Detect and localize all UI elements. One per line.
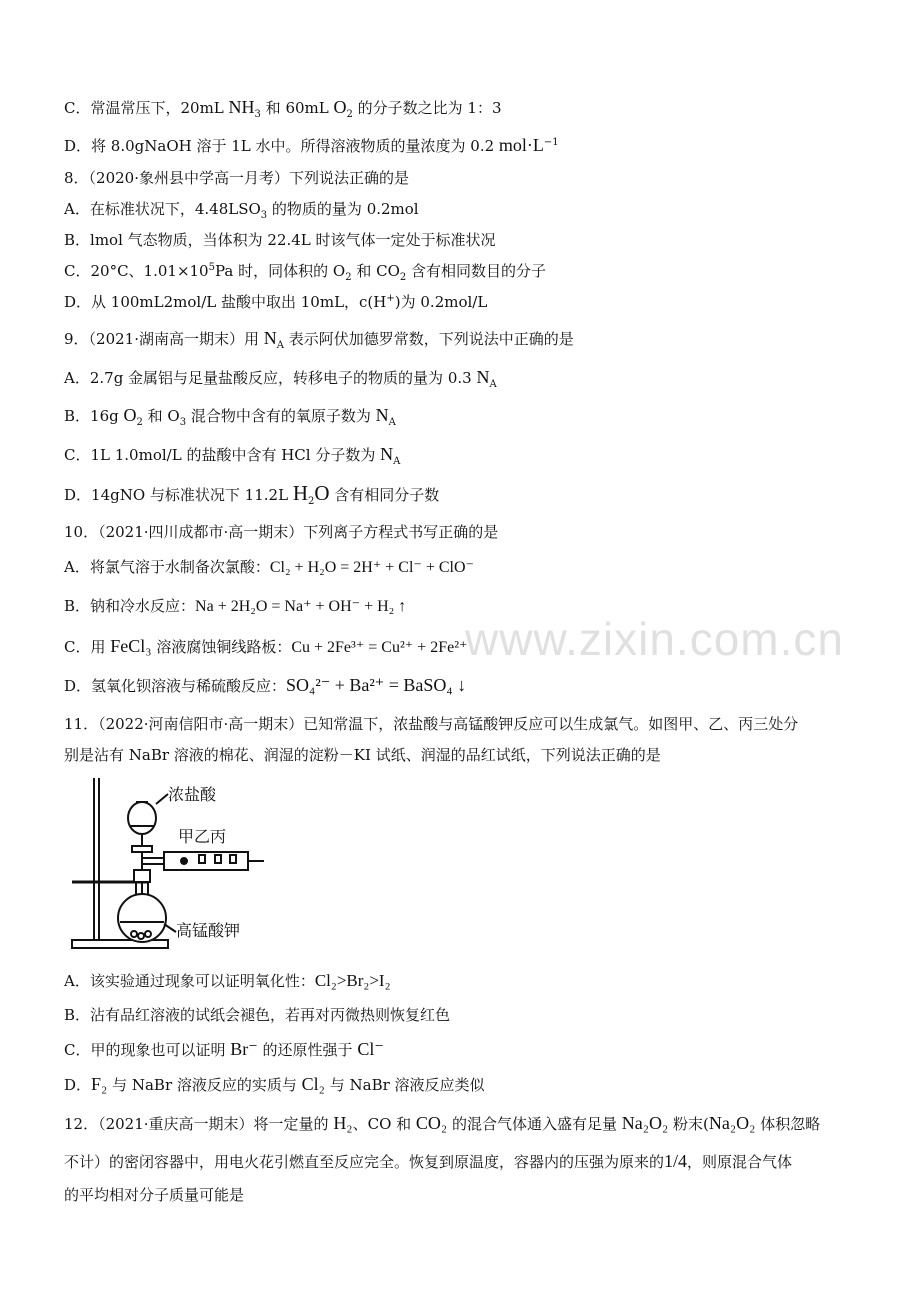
subscript: A (388, 417, 396, 428)
q9-stem-text: 9．（2021·湖南高一期末）用 (64, 330, 264, 348)
q8-c-mid2: 和 CO (351, 262, 400, 280)
q12-text-tail: 体积忽略 (755, 1115, 821, 1133)
q8-a-tail: 的物质的量为 0.2mol (267, 200, 419, 218)
subscript: 2 (346, 109, 353, 120)
q9-option-c (64, 443, 880, 466)
q11-d-text: D． (64, 1076, 92, 1094)
q9-d-text: D．14gNO 与标准状况下 11.2L (64, 486, 293, 504)
avogadro-symbol: N (263, 328, 277, 348)
o2-formula: O (123, 405, 137, 425)
q11-stem-line1: 11．（2022·河南信阳市·高一期末）已知常温下，浓盐酸与高锰酸钾反应可以生成氯气。如图甲、乙、丙三处分 (64, 715, 799, 733)
subscript: 2 (399, 272, 407, 283)
q9-c-text: C．1L 1.0mol/L 的盐酸中含有 HCl 分子数为 (64, 446, 381, 464)
subscript: 3 (179, 417, 187, 428)
q12-text-mid1: 、CO 和 (352, 1115, 416, 1133)
q11-option-d (64, 1073, 880, 1096)
subscript: 3 (260, 210, 268, 221)
subscript: 3 (254, 109, 261, 120)
q12-text: 12．（2021·重庆高一期末）将一定量的 (64, 1115, 334, 1133)
q10-option-a (64, 556, 880, 579)
q9-option-b (64, 404, 880, 427)
superscript: 5 (208, 262, 215, 273)
q11-c-mid: 的还原性强于 (257, 1041, 358, 1059)
q10-d-text: D．氢氧化钡溶液与稀硫酸反应： (64, 677, 287, 695)
q9-b-text: B．16g (64, 407, 124, 425)
pressure-fraction: 1/4 (664, 1151, 688, 1171)
q11-option-c (64, 1038, 880, 1061)
q9-stem (64, 327, 880, 350)
q8-option-d (64, 291, 880, 313)
ionic-equation: Cl₂ + H₂O = 2H⁺ + Cl⁻ + ClO⁻ (269, 559, 474, 576)
q11-option-b: B．沾有品红溶液的试纸会褪色，若再对丙微热则恢复红色 (64, 1006, 451, 1024)
q8-c-text: C．20°C、1.01×10 (64, 262, 209, 280)
q9-b-tail: 混合物中含有的氧原子数为 (186, 407, 376, 425)
q12-stem-line3: 的平均相对分子质量可能是 (64, 1186, 245, 1204)
q7-c-text-mid: 和 60mL (260, 99, 334, 117)
cl2-formula: Cl₂ (301, 1074, 325, 1094)
superscript: + (386, 293, 395, 304)
q9-d-tail: 含有相同分子数 (329, 486, 440, 504)
fecl3-formula: FeCl₃ (110, 636, 152, 656)
avogadro-symbol: N (476, 367, 490, 387)
q8-d-tail: )为 0.2mol/L (394, 293, 488, 311)
q11-d-tail: 与 NaBr 溶液反应类似 (324, 1076, 485, 1094)
q11-a-text: A．该实验通过现象可以证明氧化性： (64, 972, 315, 990)
q12-line2-tail: ，则原混合气体 (687, 1153, 793, 1171)
q8-d-text: D．从 100mL2mol/L 盐酸中取出 10mL，c(H (64, 293, 387, 311)
apparatus-drawing (68, 774, 268, 956)
q12-text-mid3: 粉末( (668, 1115, 709, 1133)
q11-option-a (64, 970, 880, 992)
subscript: A (393, 456, 401, 467)
ionic-equation: Cu + 2Fe³⁺ = Cu²⁺ + 2Fe²⁺ (291, 639, 468, 656)
label-kmno4: 高锰酸钾 (176, 921, 241, 940)
q12-text-mid2: 的混合气体通入盛有足量 (447, 1115, 622, 1133)
q8-option-b: B．lmol 气态物质，当体积为 22.4L 时该气体一定处于标准状况 (64, 231, 496, 249)
q12-line2-text: 不计）的密闭容器中，用电火花引燃直至反应完全。恢复到原温度，容器内的压强为原来的 (64, 1153, 665, 1171)
h2-formula: H₂ (333, 1113, 353, 1133)
q9-stem-tail: 表示阿伏加德罗常数，下列说法中正确的是 (284, 330, 574, 348)
q9-a-text: A．2.7g 金属铝与足量盐酸反应，转移电子的物质的量为 0.3 (64, 369, 477, 387)
unit-mol-per-liter: mol·L (498, 135, 544, 155)
q8-option-a (64, 198, 880, 220)
q10-c-text: C．用 (64, 638, 111, 656)
subscript: A (489, 379, 497, 390)
avogadro-symbol: N (380, 444, 394, 464)
nh3-formula: NH (228, 97, 255, 117)
q8-a-text: A．在标准状况下，4.48LSO (64, 200, 261, 218)
f2-formula: F₂ (91, 1074, 108, 1094)
q8-option-c (64, 260, 880, 282)
h2o-formula-o: O (314, 481, 330, 505)
q7-option-d (64, 134, 880, 157)
apparatus-figure (68, 774, 268, 956)
q9-b-mid: 和 O (142, 407, 180, 425)
q7-d-text: D．将 8.0gNaOH 溶于 1L 水中。所得溶液物质的量浓度为 0.2 (64, 137, 499, 155)
subscript: 2 (345, 272, 352, 283)
superscript: −1 (543, 137, 559, 148)
subscript: 2 (307, 496, 315, 507)
q10-stem: 10．（2021·四川成都市·高一期末）下列离子方程式书写正确的是 (64, 523, 499, 541)
q10-c-mid: 溶液腐蚀铜线路板： (151, 638, 292, 656)
watermark: www.zixin.com.cn (465, 613, 844, 665)
q7-c-text: C．常温常压下，20mL (64, 99, 229, 117)
q11-stem-line2: 别是沾有 NaBr 溶液的棉花、润湿的淀粉－KI 试纸、润湿的品红试纸，下列说法正确的是 (64, 746, 661, 764)
co2-formula: CO₂ (415, 1113, 448, 1133)
bromide-ion: Br⁻ (230, 1039, 258, 1059)
q8-stem: 8．（2020·象州县中学高一月考）下列说法正确的是 (64, 169, 409, 187)
q11-c-text: C．甲的现象也可以证明 (64, 1041, 231, 1059)
q10-option-d (64, 674, 880, 697)
q7-c-text-tail: 的分子数之比为 1：3 (352, 99, 502, 117)
label-concentrated-hcl: 浓盐酸 (168, 785, 217, 804)
q10-b-text: B．钠和冷水反应： (64, 597, 196, 615)
q12-stem-line1 (64, 1112, 880, 1135)
q9-option-d (64, 482, 880, 506)
q7-option-c (64, 96, 880, 119)
oxidizing-order: Cl₂>Br₂>I₂ (314, 971, 391, 990)
ionic-equation: SO₄²⁻ + Ba²⁺ = BaSO₄ ↓ (286, 675, 467, 695)
q10-a-text: A．将氯气溶于水制备次氯酸： (64, 558, 270, 576)
h2o-formula: H (292, 481, 308, 505)
subscript: 2 (136, 417, 143, 428)
na2o2-formula: Na₂O₂ (621, 1113, 669, 1133)
q11-d-mid: 与 NaBr 溶液反应的实质与 (107, 1076, 302, 1094)
o2-formula: O (333, 97, 347, 117)
label-positions: 甲乙丙 (178, 827, 227, 846)
na2o2-formula-2: Na₂O₂ (708, 1113, 756, 1133)
q12-stem-line2 (64, 1150, 880, 1173)
q8-c-mid: Pa 时，同体积的 O (214, 262, 346, 280)
chloride-ion: Cl⁻ (357, 1039, 384, 1059)
subscript: A (276, 340, 284, 351)
ionic-equation: Na + 2H₂O = Na⁺ + OH⁻ + H₂ ↑ (195, 598, 407, 615)
q9-option-a (64, 366, 880, 389)
q8-c-tail: 含有相同数目的分子 (406, 262, 547, 280)
avogadro-symbol: N (375, 405, 389, 425)
